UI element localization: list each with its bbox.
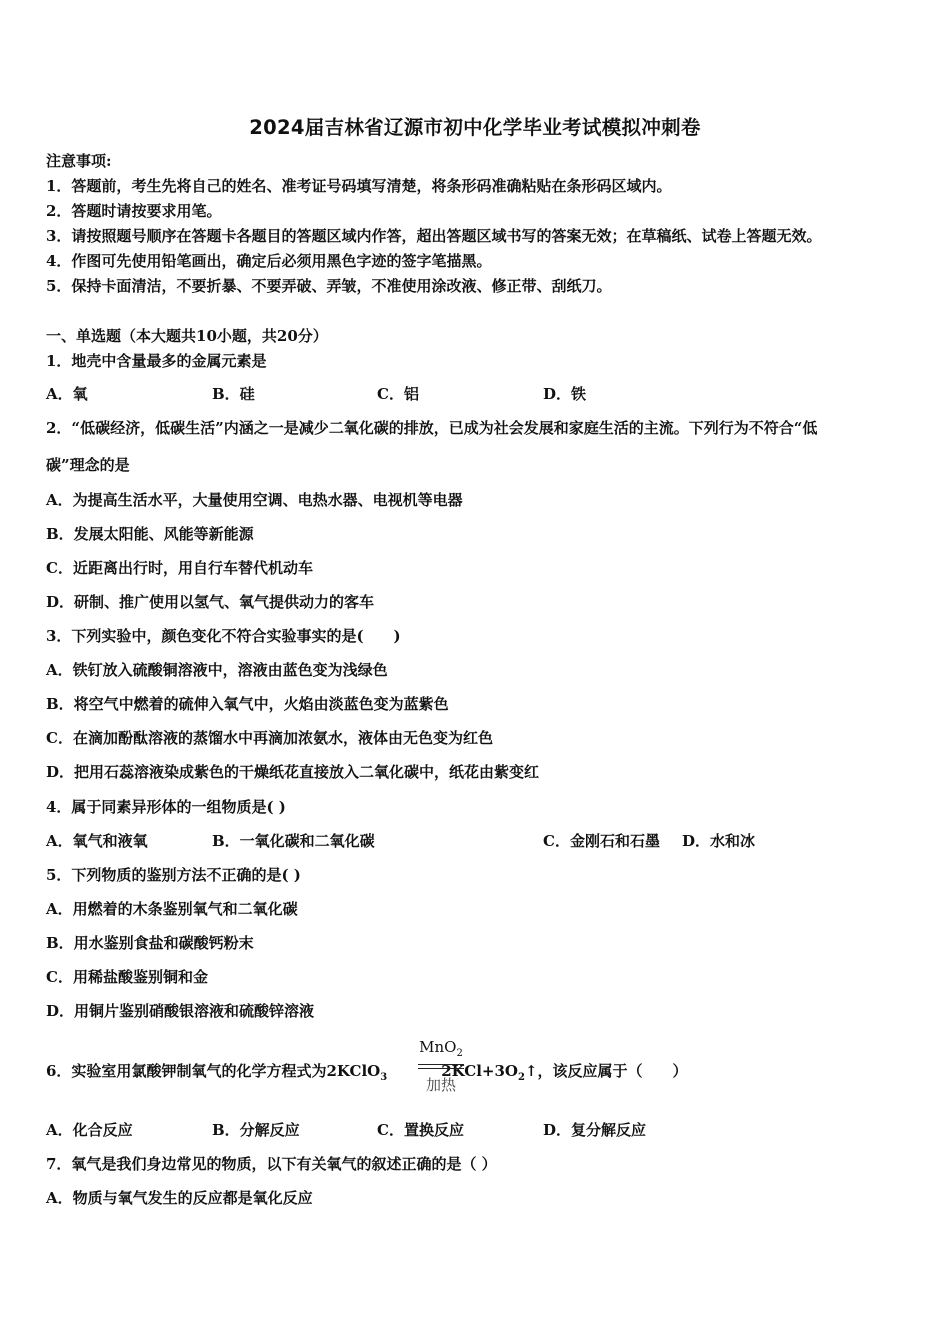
notice-heading: 注意事项: bbox=[46, 152, 112, 170]
question-stem: 3．下列实验中，颜色变化不符合实验事实的是( ) bbox=[46, 627, 401, 645]
option: B．硅 bbox=[212, 385, 255, 403]
option: D．研制、推广使用以氢气、氧气提供动力的客车 bbox=[46, 593, 375, 611]
option: A．氧 bbox=[46, 385, 88, 403]
section-heading: 一、单选题（本大题共10小题，共20分） bbox=[46, 327, 328, 345]
question-stem: 2．“低碳经济，低碳生活”内涵之一是减少二氧化碳的排放，已成为社会发展和家庭生活的主流。下列行为不符合“低 bbox=[46, 419, 818, 437]
question-stem: 7．氧气是我们身边常见的物质，以下有关氧气的叙述正确的是（ ） bbox=[46, 1155, 497, 1173]
option: D．铁 bbox=[543, 385, 587, 403]
option: A．化合反应 bbox=[46, 1121, 133, 1139]
option: B．分解反应 bbox=[212, 1121, 300, 1139]
notice-item: 3．请按照题号顺序在答题卡各题目的答题区域内作答，超出答题区域书写的答案无效；在草稿纸、试卷上答题无效。 bbox=[46, 227, 822, 245]
option: D．用铜片鉴别硝酸银溶液和硫酸锌溶液 bbox=[46, 1002, 315, 1020]
page-title: 2024届吉林省辽源市初中化学毕业考试模拟冲刺卷 bbox=[249, 116, 701, 139]
notice-item: 1．答题前，考生先将自己的姓名、准考证号码填写清楚，将条形码准确粘贴在条形码区域内。 bbox=[46, 177, 672, 195]
option: C．在滴加酚酞溶液的蒸馏水中再滴加浓氨水，液体由无色变为红色 bbox=[46, 729, 493, 747]
question-stem: 5．下列物质的鉴别方法不正确的是( ) bbox=[46, 866, 301, 884]
option: C．用稀盐酸鉴别铜和金 bbox=[46, 968, 208, 986]
question-stem bbox=[46, 1061, 688, 1088]
option: B．一氧化碳和二氧化碳 bbox=[212, 832, 375, 850]
reactant-subscript: 3 bbox=[380, 1072, 388, 1083]
notice-item: 4．作图可先使用铅笔画出，确定后必须用黑色字迹的签字笔描黑。 bbox=[46, 252, 492, 270]
option: A．用燃着的木条鉴别氧气和二氧化碳 bbox=[46, 900, 298, 918]
option: B．发展太阳能、风能等新能源 bbox=[46, 525, 254, 543]
option: A．氧气和液氧 bbox=[46, 832, 148, 850]
option: A．物质与氧气发生的反应都是氧化反应 bbox=[46, 1189, 313, 1207]
reaction-condition bbox=[416, 1038, 466, 1094]
option: B．将空气中燃着的硫伸入氧气中，火焰由淡蓝色变为蓝紫色 bbox=[46, 695, 449, 713]
question-stem: 1．地壳中含量最多的金属元素是 bbox=[46, 352, 267, 370]
option: B．用水鉴别食盐和碳酸钙粉末 bbox=[46, 934, 254, 952]
option: D．把用石蕊溶液染成紫色的干燥纸花直接放入二氧化碳中，纸花由紫变红 bbox=[46, 763, 540, 781]
option: A．为提高生活水平，大量使用空调、电热水器、电视机等电器 bbox=[46, 491, 463, 509]
stem-prefix: 6．实验室用氯酸钾制氧气的化学方程式为 bbox=[46, 1062, 327, 1080]
equals-line-top bbox=[418, 1064, 464, 1065]
option: D．水和冰 bbox=[682, 832, 756, 850]
option: A．铁钉放入硫酸铜溶液中，溶液由蓝色变为浅绿色 bbox=[46, 661, 388, 679]
catalyst: MnO$_2$ bbox=[419, 1038, 463, 1059]
equals-line-bottom bbox=[418, 1068, 464, 1069]
option: C．置换反应 bbox=[377, 1121, 464, 1139]
question-stem: 4．属于同素异形体的一组物质是( ) bbox=[46, 798, 286, 816]
notice-item: 5．保持卡面清洁，不要折暴、不要弄破、弄皱，不准使用涂改液、修正带、刮纸刀。 bbox=[46, 277, 612, 295]
option: C．近距离出行时，用自行车替代机动车 bbox=[46, 559, 313, 577]
option: D．复分解反应 bbox=[543, 1121, 647, 1139]
heating-condition: 加热 bbox=[425, 1076, 456, 1094]
product-formula: 2KCl+3O bbox=[441, 1062, 518, 1080]
reactant-formula: 2KClO bbox=[326, 1062, 381, 1080]
question-stem-continued: 碳”理念的是 bbox=[46, 456, 130, 474]
option: C．金刚石和石墨 bbox=[543, 832, 660, 850]
stem-suffix: ↑，该反应属于（ ） bbox=[524, 1062, 688, 1080]
product-subscript: 2 bbox=[517, 1072, 525, 1083]
notice-item: 2．答题时请按要求用笔。 bbox=[46, 202, 222, 220]
option: C．铝 bbox=[377, 385, 419, 403]
